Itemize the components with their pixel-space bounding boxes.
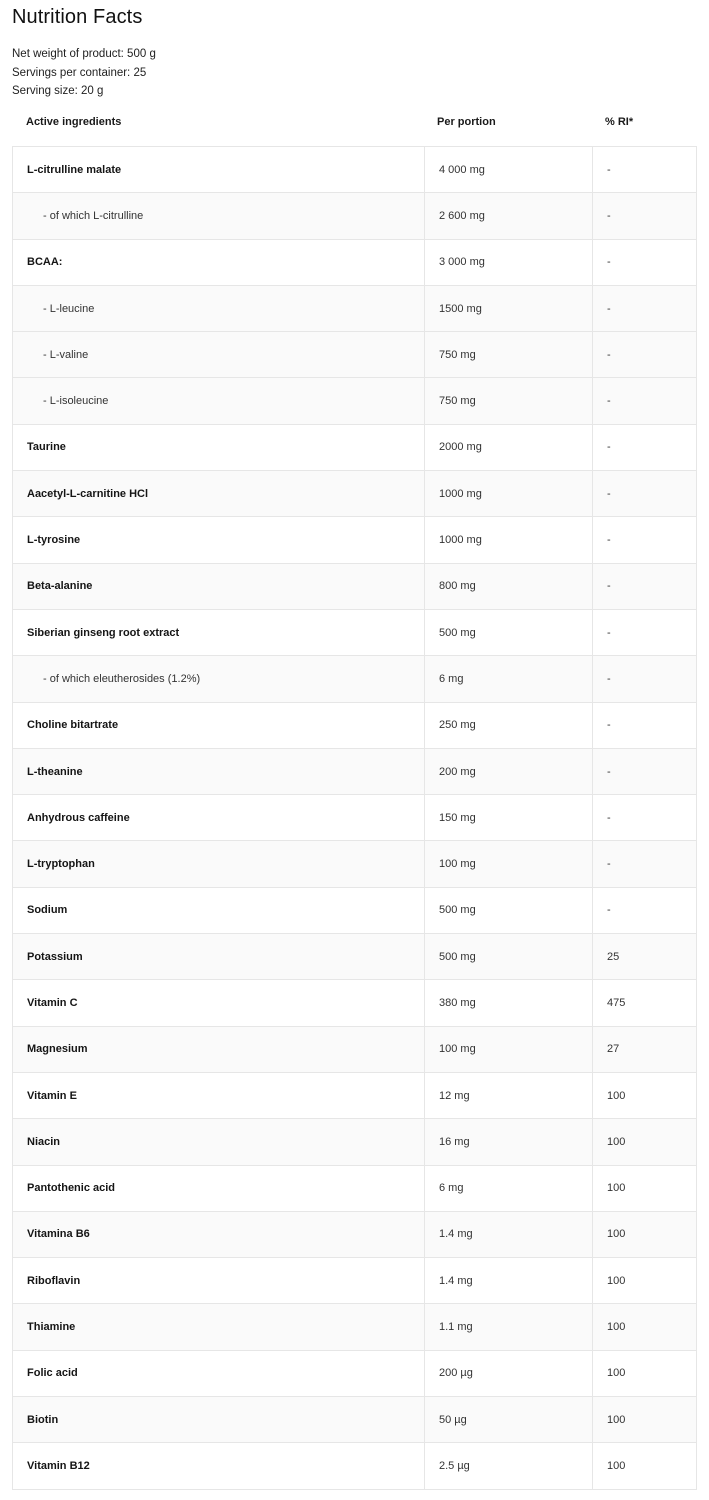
per-portion-value: 1000 mg [424, 517, 592, 562]
ingredient-name: Magnesium [27, 1043, 88, 1056]
per-portion-value: 380 mg [424, 980, 592, 1025]
per-portion-value: 1.4 mg [424, 1212, 592, 1257]
ri-value: - [592, 749, 696, 794]
ingredient-name: Taurine [27, 441, 66, 454]
ri-value: 100 [592, 1258, 696, 1303]
per-portion-value: 150 mg [424, 795, 592, 840]
table-row [12, 1258, 697, 1304]
ingredient-name: Choline bitartrate [27, 719, 119, 732]
per-portion-value: 800 mg [424, 564, 592, 609]
table-row [12, 378, 697, 424]
ri-value: 100 [592, 1073, 696, 1118]
ingredient-name: Potassium [27, 950, 83, 963]
per-portion-value: 750 mg [424, 332, 592, 377]
ri-value: - [592, 517, 696, 562]
table-row [12, 471, 697, 517]
table-row [12, 1119, 697, 1165]
ingredient-name: Vitamin C [27, 996, 78, 1009]
per-portion-value: 200 µg [424, 1351, 592, 1396]
table-row [12, 703, 697, 749]
ingredient-name: Niacin [27, 1135, 61, 1148]
table-row [12, 240, 697, 286]
header-per-portion: Per portion [437, 116, 496, 128]
table-row [12, 795, 697, 841]
table-row [12, 332, 697, 378]
table-row [12, 286, 697, 332]
ri-value: - [592, 193, 696, 238]
ingredient-name: L-citrulline malate [27, 163, 122, 176]
per-portion-value: 750 mg [424, 378, 592, 423]
per-portion-value: 100 mg [424, 1027, 592, 1072]
table-row [12, 564, 697, 610]
table-row [12, 1166, 697, 1212]
table-row [12, 193, 697, 239]
header-active-ingredients: Active ingredients [26, 116, 122, 128]
page-title: Nutrition Facts [12, 6, 143, 28]
ri-value: - [592, 425, 696, 470]
per-portion-value: 1000 mg [424, 471, 592, 516]
servings-per-container: Servings per container: 25 [12, 66, 147, 79]
table-row [12, 980, 697, 1026]
table-row [12, 1212, 697, 1258]
per-portion-value: 12 mg [424, 1073, 592, 1118]
per-portion-value: 6 mg [424, 656, 592, 701]
ingredient-name: L-tryptophan [27, 858, 95, 871]
ingredient-name: Anhydrous caffeine [27, 811, 130, 824]
table-row [12, 610, 697, 656]
per-portion-value: 6 mg [424, 1166, 592, 1211]
ingredient-name: - L-valine [43, 348, 89, 361]
per-portion-value: 500 mg [424, 888, 592, 933]
per-portion-value: 1.4 mg [424, 1258, 592, 1303]
ri-value: 100 [592, 1351, 696, 1396]
table-row [12, 147, 697, 193]
ingredient-name: L-theanine [27, 765, 83, 778]
ri-value: 100 [592, 1397, 696, 1442]
product-meta [12, 45, 156, 101]
ri-value: - [592, 147, 696, 192]
ingredient-name: Beta-alanine [27, 580, 93, 593]
ingredient-name: Biotin [27, 1413, 59, 1426]
table-row [12, 749, 697, 795]
ri-value: - [592, 378, 696, 423]
ri-value: - [592, 471, 696, 516]
per-portion-value: 500 mg [424, 610, 592, 655]
ingredient-name: Vitamina B6 [27, 1228, 90, 1241]
per-portion-value: 2.5 µg [424, 1443, 592, 1488]
ri-value: 475 [592, 980, 696, 1025]
ingredient-name: Vitamin E [27, 1089, 77, 1102]
ri-value: - [592, 564, 696, 609]
per-portion-value: 1.1 mg [424, 1304, 592, 1349]
table-row [12, 517, 697, 563]
ri-value: 25 [592, 934, 696, 979]
ingredient-name: - of which eleutherosides (1.2%) [43, 672, 201, 685]
per-portion-value: 4 000 mg [424, 147, 592, 192]
table-row [12, 1443, 697, 1489]
ingredient-name: Pantothenic acid [27, 1182, 116, 1195]
per-portion-value: 2 600 mg [424, 193, 592, 238]
net-weight: Net weight of product: 500 g [12, 48, 156, 60]
table-row [12, 425, 697, 471]
ri-value: - [592, 888, 696, 933]
ingredient-name: L-tyrosine [27, 534, 81, 547]
table-row [12, 1351, 697, 1397]
per-portion-value: 3 000 mg [424, 240, 592, 285]
table-row [12, 934, 697, 980]
table-row [12, 1304, 697, 1350]
ingredient-name: - L-leucine [43, 302, 95, 315]
ri-value: - [592, 703, 696, 748]
ri-value: - [592, 332, 696, 377]
table-header [12, 100, 697, 146]
ri-value: - [592, 286, 696, 331]
header-ri: % RI* [605, 116, 634, 128]
table-row [12, 656, 697, 702]
table-row [12, 1027, 697, 1073]
ri-value: - [592, 841, 696, 886]
ingredient-name: BCAA: [27, 256, 63, 269]
per-portion-value: 50 µg [424, 1397, 592, 1442]
ingredient-name: Sodium [27, 904, 68, 917]
ingredient-name: Vitamin B12 [27, 1459, 90, 1472]
ri-value: - [592, 795, 696, 840]
per-portion-value: 500 mg [424, 934, 592, 979]
per-portion-value: 200 mg [424, 749, 592, 794]
per-portion-value: 100 mg [424, 841, 592, 886]
per-portion-value: 1500 mg [424, 286, 592, 331]
ri-value: 100 [592, 1166, 696, 1211]
ri-value: 100 [592, 1304, 696, 1349]
ingredient-name: Aacetyl-L-carnitine HCl [27, 487, 149, 500]
table-row [12, 1397, 697, 1443]
ri-value: - [592, 240, 696, 285]
ingredient-name: Riboflavin [27, 1274, 81, 1287]
table-row [12, 841, 697, 887]
table-row [12, 888, 697, 934]
ri-value: 27 [592, 1027, 696, 1072]
table-row [12, 1073, 697, 1119]
per-portion-value: 16 mg [424, 1119, 592, 1164]
ri-value: - [592, 656, 696, 701]
per-portion-value: 2000 mg [424, 425, 592, 470]
ri-value: 100 [592, 1212, 696, 1257]
per-portion-value: 250 mg [424, 703, 592, 748]
ingredient-name: Siberian ginseng root extract [27, 626, 180, 639]
ingredient-name: Thiamine [27, 1321, 76, 1334]
ri-value: - [592, 610, 696, 655]
ri-value: 100 [592, 1443, 696, 1488]
serving-size: Serving size: 20 g [12, 85, 104, 97]
ingredient-name: Folic acid [27, 1367, 78, 1380]
ingredient-name: - of which L-citrulline [43, 209, 144, 222]
nutrition-table [12, 146, 697, 1490]
ingredient-name: - L-isoleucine [43, 395, 109, 408]
ri-value: 100 [592, 1119, 696, 1164]
